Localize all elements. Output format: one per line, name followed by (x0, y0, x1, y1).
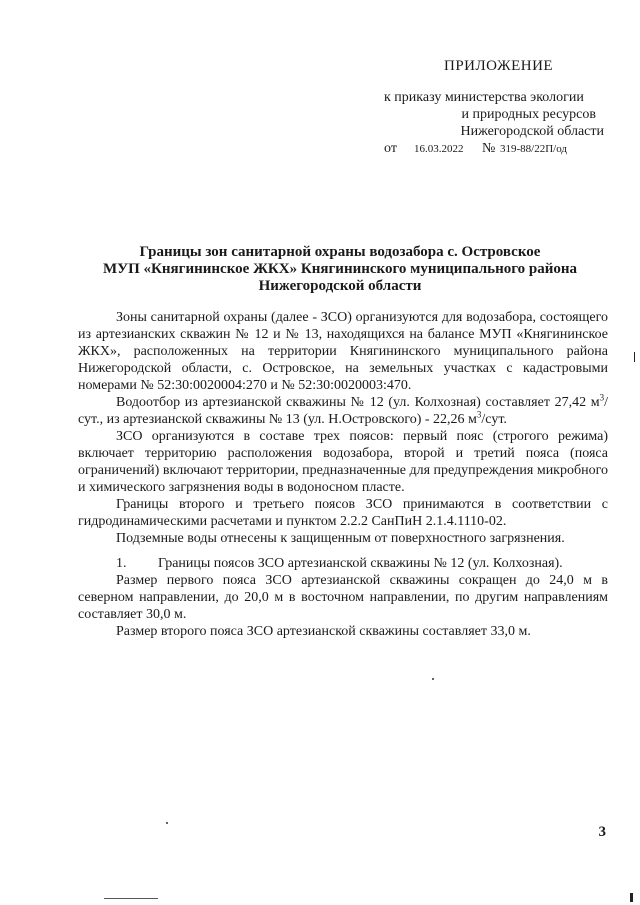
appendix-line-3: Нижегородской области (460, 124, 604, 139)
appendix-block (380, 58, 610, 157)
appendix-line-2: и природных ресурсов (461, 107, 596, 122)
scan-mark (634, 352, 635, 362)
list-item-1 (78, 555, 608, 572)
paragraph-3: ЗСО организуются в составе трех поясов: первый пояс (строгого режима) включает территорию расположения водозабора, второй и третий пояса (пояса ограничений) включают территории, предназначенные для предупреждения микробного и химического загрязнения воды в водоносном пласте. (78, 429, 608, 495)
paragraph-2: Водоотбор из артезианской скважины № 12 (ул. Колхозная) составляет 27,42 $м^3$/сут., из артезианской скважины № 13 (ул. Н.Островского) - 22,26 $м^3$/сут. (78, 392, 608, 427)
appendix-date: 16.03.2022 (414, 143, 464, 155)
scan-dot (166, 822, 168, 824)
paragraph-7: Размер второго пояса ЗСО артезианской скважины составляет 33,0 м. (116, 624, 531, 639)
paragraph-1: Зоны санитарной охраны (далее - ЗСО) организуются для водозабора, состоящего из артезианских скважин № 12 и № 13, находящихся на балансе МУП «Княгининское ЖКХ», расположенных на территории Княгининского муниципального района Нижегородской области, с. Островское, на земельных участках с кадастровыми номерами № 52:30:0020004:270 и № 52:30:0020003:470. (78, 310, 608, 393)
appendix-no-sign: № (482, 141, 496, 156)
list-item-text: Границы поясов ЗСО артезианской скважины № 12 (ул. Колхозная). (158, 556, 563, 571)
document-heading (60, 244, 620, 295)
paragraph-6: Размер первого пояса ЗСО артезианской скважины сокращен до 24,0 м в северном направлении, до 20,0 м в восточном направлении, по другим направлениям составляет 30,0 м. (78, 573, 608, 622)
heading-line-2: МУП «Княгининское ЖКХ» Княгининского муниципального района (102, 261, 578, 277)
document-body (78, 309, 608, 640)
appendix-title: ПРИЛОЖЕНИЕ (444, 58, 554, 74)
scan-dot (432, 678, 434, 680)
appendix-date-row (380, 141, 610, 157)
page-number: 3 (598, 824, 606, 840)
appendix-ot: от (384, 141, 397, 156)
heading-line-3: Нижегородской области (258, 278, 422, 294)
scan-mark (630, 893, 633, 902)
paragraph-5: Подземные воды отнесены к защищенным от поверхностного загрязнения. (116, 531, 565, 546)
appendix-line-1: к приказу министерства экологии (384, 90, 584, 105)
list-item-number: 1. (116, 556, 127, 571)
paragraph-4: Границы второго и третьего поясов ЗСО принимаются в соответствии с гидродинамическими расчетами и пунктом 2.2.2 СанПиН 2.1.4.1110-02. (78, 497, 608, 529)
appendix-number: 319-88/22П/од (500, 143, 567, 155)
heading-line-1: Границы зон санитарной охраны водозабора с. Островское (139, 244, 541, 260)
scan-line (104, 898, 158, 899)
